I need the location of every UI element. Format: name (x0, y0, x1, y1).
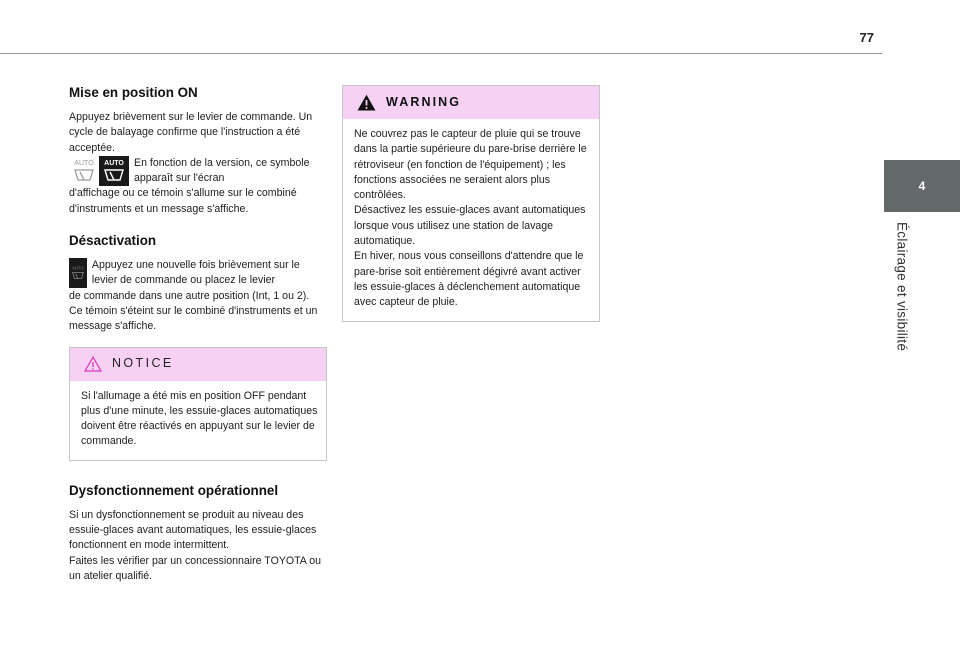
auto-wiper-filled-icon (99, 156, 129, 186)
notice-box (69, 347, 327, 461)
page-number: 77 (859, 30, 874, 45)
section-off-icon-text: Appuyez une nouvelle fois brièvement sur le levier de commande ou placez le levier (91, 259, 300, 287)
section-heading-on: Mise en position ON (69, 85, 198, 100)
notice-header (70, 348, 326, 381)
chapter-tab[interactable] (884, 160, 960, 212)
warning-label: WARNING (386, 94, 462, 109)
off-icon-row (69, 258, 327, 289)
left-column (69, 85, 327, 584)
auto-icon-row (69, 156, 327, 187)
section-malfunction-para1: Si un dysfonctionnement se produit au niveau des essuie-glaces avant automatiques, les essuie-glaces fonctionnent en mode intermittent. (69, 508, 317, 552)
section-on-icon-text: En fonction de la version, ce symbole apparaît sur l'écran (134, 156, 310, 185)
section-heading-malfunction: Dysfonctionnement opérationnel (69, 482, 279, 498)
chapter-title: Éclairage et visibilité (894, 222, 910, 352)
section-off-para2: Ce témoin s'éteint sur le combiné d'instruments et un message s'affiche. (69, 304, 318, 333)
notice-body: Si l'allumage a été mis en position OFF pendant plus d'une minute, les essuie-glaces automatiques doivent être réactivés en appuyant sur le levier de commande. (81, 389, 318, 448)
section-heading-off: Désactivation (69, 233, 157, 249)
warning-para3: En hiver, nous vous conseillons d'attendre que le pare-brise soit entièrement dégivré avant activer les essuie-glaces à déclenchement automatique avec capteur de pluie. (354, 250, 584, 309)
auto-wiper-outline-icon (69, 156, 99, 186)
warning-para2: Désactivez les essuie-glaces avant automatiques lorsque vous utilisez une station de lavage automatique. (354, 204, 586, 248)
section-off-para1: de commande dans une autre position (Int, 1 ou 2). (69, 289, 310, 302)
section-on-para2: d'affichage ou ce témoin s'allume sur le combiné d'instruments et un message s'affiche. (69, 187, 297, 215)
warning-header (343, 86, 599, 119)
header-rule (0, 53, 882, 54)
auto-filled-label: AUTO (104, 159, 124, 167)
auto-outline-label: AUTO (74, 159, 94, 167)
auto-wiper-off-icon (69, 258, 87, 288)
right-column (342, 85, 600, 322)
section-on-para1: Appuyez brièvement sur le levier de commande. Un cycle de balayage confirme que l'instruction a été acceptée. (69, 111, 313, 154)
warning-box (342, 85, 600, 322)
notice-label: NOTICE (112, 356, 174, 371)
chapter-number: 4 (918, 179, 926, 193)
warning-triangle-icon (357, 94, 376, 111)
auto-off-label: AUTO (72, 265, 84, 271)
warning-para1: Ne couvrez pas le capteur de pluie qui se trouve dans la partie supérieure du pare-brise derrière le rétroviseur (en fonction de l'équipement) ; les fonctions associées ne seraient alors plus contrôlées. (354, 128, 587, 202)
auto-icons (69, 156, 129, 186)
warning-triangle-outline-icon (84, 356, 102, 372)
section-malfunction-para2: Faites les vérifier par un concessionnaire TOYOTA ou un atelier qualifié. (69, 554, 322, 582)
